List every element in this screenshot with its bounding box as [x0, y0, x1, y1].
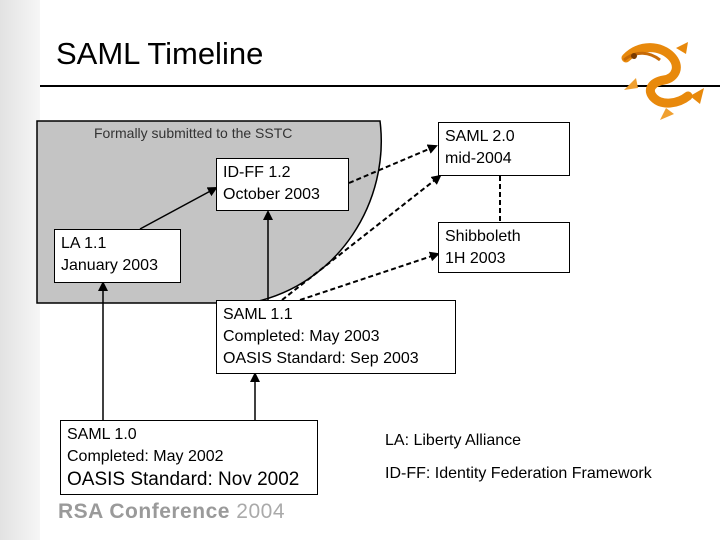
idff-12-date: October 2003: [223, 186, 320, 203]
saml-11-box: [216, 300, 456, 374]
shibboleth-box: [438, 222, 570, 273]
footer-brand: RSA Conference: [58, 500, 230, 523]
shibboleth-date: 1H 2003: [445, 250, 506, 267]
shibboleth-name: Shibboleth: [445, 228, 521, 245]
idff-12-name: ID-FF 1.2: [223, 164, 291, 181]
saml-20-box: [438, 122, 570, 176]
saml-11-oasis: OASIS Standard: Sep 2003: [223, 350, 419, 367]
saml-11-name: SAML 1.1: [223, 306, 293, 323]
la-11-name: LA 1.1: [61, 235, 107, 252]
legend-la: LA: Liberty Alliance: [385, 432, 522, 449]
footer-year: 2004: [236, 500, 285, 523]
saml-10-completed: Completed: May 2002: [67, 448, 224, 465]
saml-20-name: SAML 2.0: [445, 128, 515, 145]
saml-20-date: mid-2004: [445, 150, 512, 167]
footer-logo: [58, 500, 285, 524]
saml-11-completed: Completed: May 2003: [223, 328, 380, 345]
idff-12-box: [216, 158, 349, 211]
saml-10-name: SAML 1.0: [67, 426, 137, 443]
la-11-date: January 2003: [61, 257, 158, 274]
la-11-box: [54, 229, 181, 283]
legend-idff: ID-FF: Identity Federation Framework: [385, 465, 652, 482]
saml-10-box: [60, 420, 318, 495]
saml-10-oasis: OASIS Standard: Nov 2002: [67, 469, 300, 490]
sstc-region-caption: Formally submitted to the SSTC: [94, 125, 293, 141]
slide-title: SAML Timeline: [56, 36, 264, 71]
